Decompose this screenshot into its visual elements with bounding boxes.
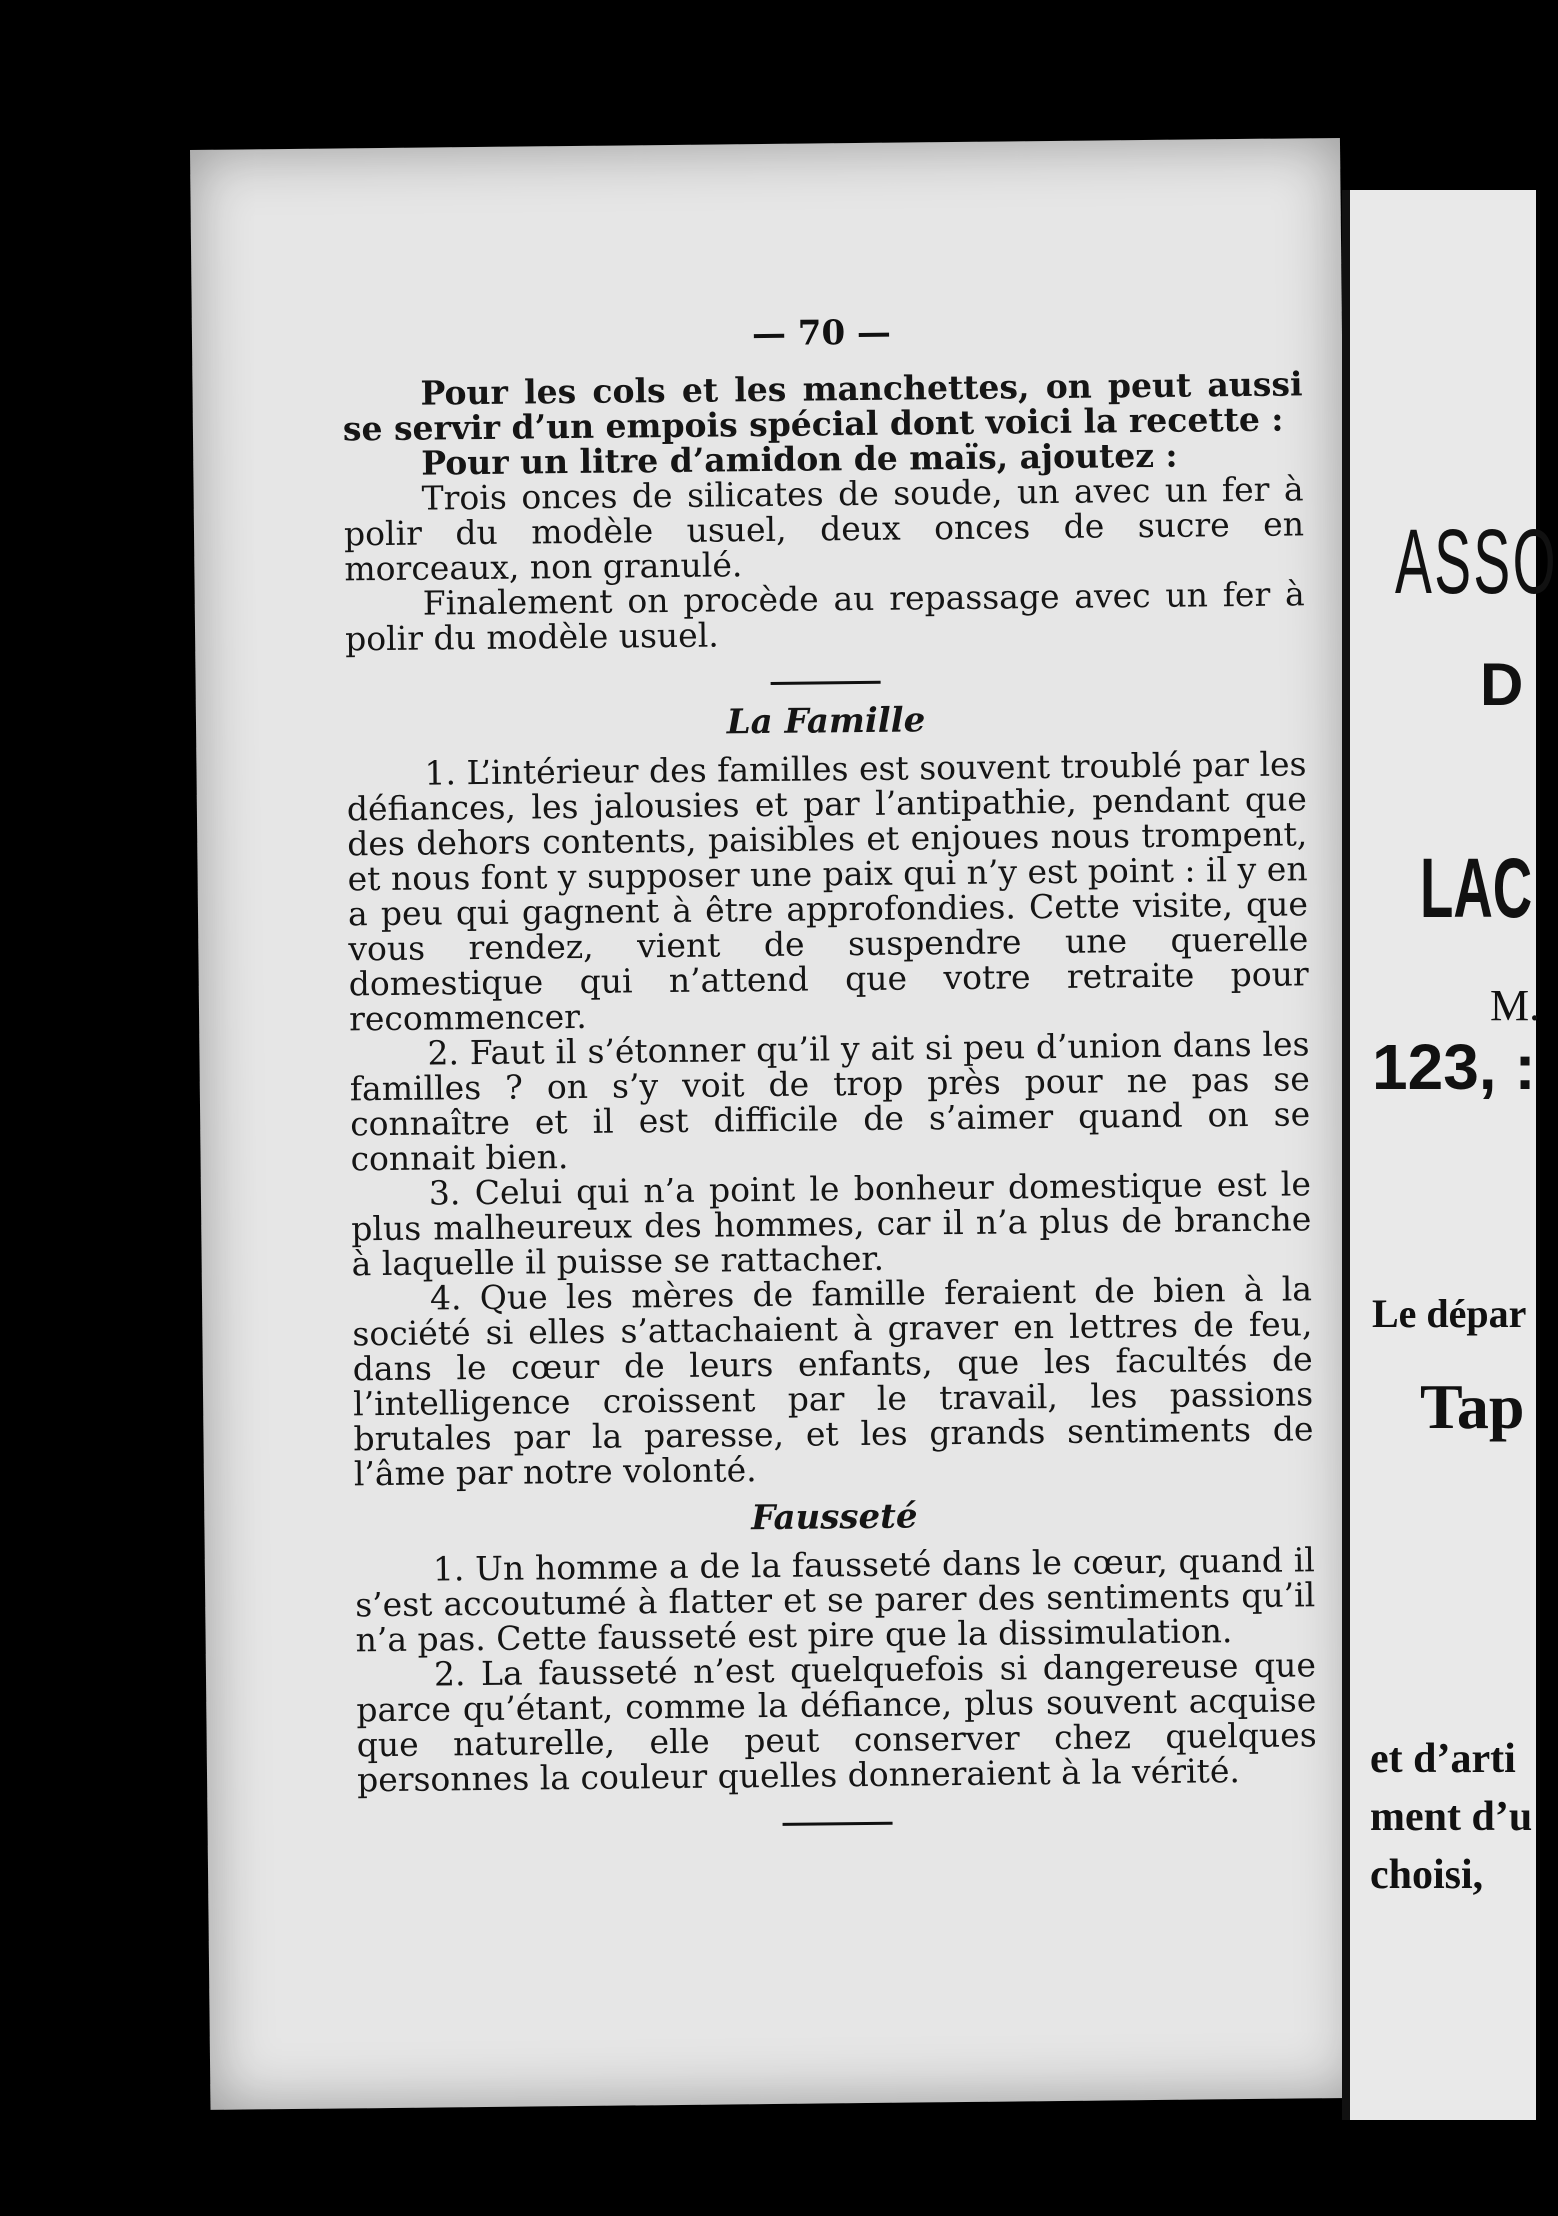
paragraph-silicates: Trois onces de silicates de soude, un avec un fer à polir du modèle usuel, deux onces de sucre en morceaux, non granulé.	[343, 469, 1305, 589]
heading-faussete: Fausseté	[751, 1496, 918, 1539]
section-divider	[771, 681, 881, 685]
left-page	[190, 138, 1360, 2110]
end-divider	[783, 1822, 893, 1826]
paragraph-repassage: Finalement on procède au repassage avec un fer à polir du modèle usuel.	[344, 574, 1305, 659]
page-body	[342, 366, 1317, 1850]
right-page	[1342, 190, 1558, 2120]
famille-paragraph-2: 2. Faut il s’étonner qu’il y ait si peu d’union dans les familles ? on s’y voit de trop près pour ne pas se connaître et il est difficile de s’aimer quand on se connait bien.	[349, 1024, 1311, 1179]
right-text-m: M.	[1490, 981, 1541, 1030]
famille-paragraph-4: 4. Que les mères de famille feraient de bien à la société si elles s’attachaient à graver en lettres de feu, dans le cœur de leurs enfants, que les facultés de l’intelligence croissent par le travail, les passions brutales par la paresse, et les grands sentiments de l’âme par notre volonté.	[352, 1269, 1314, 1494]
faussete-paragraph-1: 1. Un homme a de la fausseté dans le cœur, quand il s’est accoutumé à flatter et se parer des sentiments qu’il n’a pas. Cette fausseté est pire que la dissimulation.	[355, 1540, 1316, 1660]
paragraph-amidon: Pour un litre d’amidon de maïs, ajoutez :	[421, 435, 1178, 483]
heading-la-famille: La Famille	[726, 700, 926, 743]
famille-paragraph-3: 3. Celui qui n’a point le bonheur domestique est le plus malheureux des hommes, car il n’a plus de branche à laquelle il puisse se rattacher.	[351, 1164, 1312, 1284]
right-text-bottom-line1: et d’arti	[1370, 1736, 1516, 1782]
right-text-tap: Tap	[1420, 1371, 1525, 1442]
right-text-departement: Le dépar	[1372, 1291, 1527, 1336]
right-text-asso: ASSO	[1395, 511, 1558, 613]
page-number: — 70 —	[751, 312, 892, 355]
faussete-paragraph-2: 2. La fausseté n’est quelquefois si dangereuse que parce qu’étant, comme la défiance, plus souvent acquise que naturelle, elle peut conserver chez quelques personnes la couleur quelles donneraient à la vérité.	[356, 1645, 1317, 1800]
right-text-d: D	[1480, 651, 1524, 718]
right-text-123: 123, :	[1372, 1031, 1536, 1103]
right-text-lac: LAC	[1420, 841, 1533, 935]
famille-paragraph-1: 1. L’intérieur des familles est souvent troublé par les défiances, les jalousies et par l’antipathie, pendant que des dehors contents, paisibles et enjoues nous trompent, et nous font y supposer une paix qui n’y est point : il y en a peu qui gagnent à être approfondies. Cette visite, que vous rendez, vient de suspendre une querelle domestique qui n’attend que votre retraite pour recommencer.	[346, 744, 1309, 1039]
right-text-bottom-line3: choisi,	[1370, 1852, 1484, 1898]
right-text-bottom-line2: ment d’u	[1370, 1794, 1533, 1840]
paragraph-cols: Pour les cols et les manchettes, on peut aussi se servir d’un empois spécial dont voici la recette :	[342, 364, 1303, 449]
right-text-bottom	[1370, 1730, 1532, 1904]
